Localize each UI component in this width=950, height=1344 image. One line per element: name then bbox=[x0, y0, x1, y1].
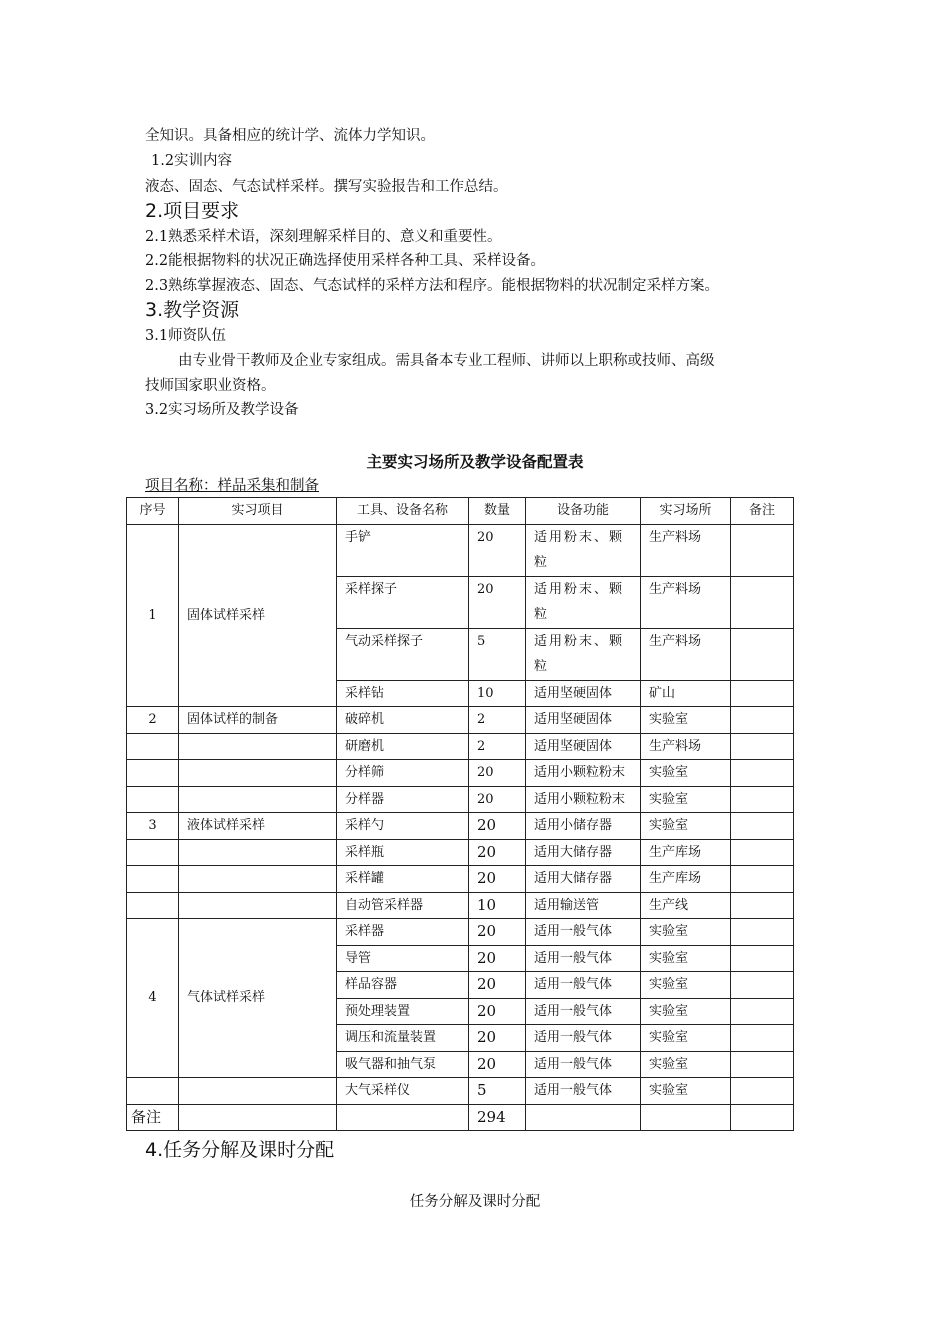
qty-cell: 20 bbox=[469, 1051, 526, 1078]
header-cell: 备注 bbox=[731, 498, 794, 525]
function-cell bbox=[526, 576, 641, 628]
table-row bbox=[127, 813, 794, 840]
section-4-caption: 任务分解及课时分配 bbox=[409, 1194, 541, 1210]
project-cell bbox=[179, 733, 337, 760]
header-cell: 工具、设备名称 bbox=[337, 498, 469, 525]
note-cell bbox=[731, 1025, 794, 1052]
qty-cell: 20 bbox=[469, 998, 526, 1025]
note-cell bbox=[731, 760, 794, 787]
project-cell bbox=[179, 1104, 337, 1131]
place-cell: 生产料场 bbox=[641, 628, 731, 680]
place-cell: 实验室 bbox=[641, 1078, 731, 1105]
function-cell: 适用一般气体 bbox=[526, 1025, 641, 1052]
row-number: 1 bbox=[127, 524, 179, 707]
function-line-1: 适用粉末、颗 bbox=[534, 581, 625, 597]
note-cell bbox=[731, 680, 794, 707]
qty-cell: 20 bbox=[469, 919, 526, 946]
note-cell bbox=[731, 1104, 794, 1131]
section-3-1-text: 由专业骨干教师及企业专家组成。需具备本专业工程师、讲师以上职称或技师、高级 bbox=[178, 353, 715, 369]
function-cell: 适用大储存器 bbox=[526, 839, 641, 866]
table-row bbox=[127, 786, 794, 813]
equipment-table bbox=[126, 497, 794, 1131]
project-cell: 液体试样采样 bbox=[179, 813, 337, 840]
qty-cell: 5 bbox=[469, 1078, 526, 1105]
tool-cell: 手铲 bbox=[337, 524, 469, 576]
place-cell: 矿山 bbox=[641, 680, 731, 707]
note-cell bbox=[731, 576, 794, 628]
function-cell: 适用坚硬固体 bbox=[526, 707, 641, 734]
project-cell bbox=[179, 786, 337, 813]
place-cell: 生产料场 bbox=[641, 576, 731, 628]
row-number bbox=[127, 733, 179, 760]
qty-cell: 20 bbox=[469, 813, 526, 840]
note-cell bbox=[731, 733, 794, 760]
tool-cell: 采样勺 bbox=[337, 813, 469, 840]
header-cell: 设备功能 bbox=[526, 498, 641, 525]
section-3-heading: 3.教学资源 bbox=[145, 299, 240, 321]
project-cell bbox=[179, 760, 337, 787]
row-number bbox=[127, 1078, 179, 1105]
section-2-item: 2.3熟练掌握液态、固态、气态试样的采样方法和程序。能根据物料的状况制定采样方案。 bbox=[145, 278, 720, 294]
table-row bbox=[127, 733, 794, 760]
project-cell bbox=[179, 839, 337, 866]
qty-cell: 20 bbox=[469, 839, 526, 866]
note-cell bbox=[731, 998, 794, 1025]
note-cell bbox=[731, 813, 794, 840]
place-cell: 实验室 bbox=[641, 1025, 731, 1052]
function-line-2: 粒 bbox=[534, 555, 548, 570]
place-cell: 实验室 bbox=[641, 707, 731, 734]
header-cell: 数量 bbox=[469, 498, 526, 525]
note-cell bbox=[731, 866, 794, 893]
function-cell: 适用坚硬固体 bbox=[526, 733, 641, 760]
header-cell: 实习项目 bbox=[179, 498, 337, 525]
function-cell bbox=[526, 524, 641, 576]
section-3-2-heading: 3.2实习场所及教学设备 bbox=[145, 402, 299, 418]
table-row bbox=[127, 1078, 794, 1105]
place-cell: 生产线 bbox=[641, 892, 731, 919]
row-number bbox=[127, 839, 179, 866]
qty-cell: 20 bbox=[469, 760, 526, 787]
project-cell bbox=[179, 892, 337, 919]
function-cell: 适用小储存器 bbox=[526, 813, 641, 840]
project-cell: 固体试样采样 bbox=[179, 524, 337, 707]
tool-cell bbox=[337, 1104, 469, 1131]
section-3-1-text-cont: 技师国家职业资格。 bbox=[145, 378, 276, 394]
function-line-2: 粒 bbox=[534, 607, 548, 622]
tool-cell: 采样罐 bbox=[337, 866, 469, 893]
place-cell: 实验室 bbox=[641, 813, 731, 840]
function-cell: 适用一般气体 bbox=[526, 1078, 641, 1105]
function-line-2: 粒 bbox=[534, 659, 548, 674]
place-cell: 实验室 bbox=[641, 945, 731, 972]
footer-total: 294 bbox=[469, 1104, 526, 1131]
note-cell bbox=[731, 945, 794, 972]
function-cell: 适用一般气体 bbox=[526, 919, 641, 946]
section-2-item: 2.1熟悉采样术语，深刻理解采样目的、意义和重要性。 bbox=[145, 229, 502, 245]
project-cell bbox=[179, 866, 337, 893]
note-cell bbox=[731, 707, 794, 734]
function-cell bbox=[526, 1104, 641, 1131]
function-cell: 适用小颗粒粉末 bbox=[526, 760, 641, 787]
place-cell: 生产料场 bbox=[641, 733, 731, 760]
place-cell: 实验室 bbox=[641, 919, 731, 946]
place-cell: 实验室 bbox=[641, 998, 731, 1025]
function-cell: 适用输送管 bbox=[526, 892, 641, 919]
qty-cell: 20 bbox=[469, 576, 526, 628]
place-cell: 实验室 bbox=[641, 1051, 731, 1078]
qty-cell: 20 bbox=[469, 972, 526, 999]
qty-cell: 20 bbox=[469, 945, 526, 972]
qty-cell: 2 bbox=[469, 707, 526, 734]
section-2-item: 2.2能根据物料的状况正确选择使用采样各种工具、采样设备。 bbox=[145, 253, 546, 269]
qty-cell: 5 bbox=[469, 628, 526, 680]
table-footer-row bbox=[127, 1104, 794, 1131]
tool-cell: 采样钻 bbox=[337, 680, 469, 707]
qty-cell: 2 bbox=[469, 733, 526, 760]
function-cell: 适用一般气体 bbox=[526, 972, 641, 999]
function-line-1: 适用粉末、颗 bbox=[534, 529, 625, 545]
tool-cell: 大气采样仪 bbox=[337, 1078, 469, 1105]
section-3-1-heading: 3.1师资队伍 bbox=[145, 328, 227, 344]
function-line-1: 适用粉末、颗 bbox=[534, 633, 625, 649]
tool-cell: 分样筛 bbox=[337, 760, 469, 787]
function-cell: 适用一般气体 bbox=[526, 998, 641, 1025]
note-cell bbox=[731, 524, 794, 576]
table-row bbox=[127, 760, 794, 787]
place-cell: 生产库场 bbox=[641, 839, 731, 866]
table-title: 主要实习场所及教学设备配置表 bbox=[366, 453, 584, 471]
tool-cell: 采样瓶 bbox=[337, 839, 469, 866]
row-number bbox=[127, 892, 179, 919]
qty-cell: 20 bbox=[469, 786, 526, 813]
project-cell: 气体试样采样 bbox=[179, 919, 337, 1078]
function-cell: 适用大储存器 bbox=[526, 866, 641, 893]
qty-cell: 10 bbox=[469, 680, 526, 707]
note-cell bbox=[731, 839, 794, 866]
row-number: 4 bbox=[127, 919, 179, 1078]
table-header-row bbox=[127, 498, 794, 525]
intro-tail-text: 全知识。具备相应的统计学、流体力学知识。 bbox=[145, 128, 435, 144]
section-4-heading: 4.任务分解及课时分配 bbox=[145, 1139, 335, 1161]
function-cell: 适用小颗粒粉末 bbox=[526, 786, 641, 813]
tool-cell: 研磨机 bbox=[337, 733, 469, 760]
row-number: 3 bbox=[127, 813, 179, 840]
table-row bbox=[127, 524, 794, 576]
note-cell bbox=[731, 1051, 794, 1078]
place-cell: 实验室 bbox=[641, 786, 731, 813]
note-cell bbox=[731, 628, 794, 680]
qty-cell: 20 bbox=[469, 866, 526, 893]
tool-cell: 预处理装置 bbox=[337, 998, 469, 1025]
function-cell bbox=[526, 628, 641, 680]
project-name: 项目名称：样品采集和制备 bbox=[145, 478, 319, 494]
place-cell: 生产库场 bbox=[641, 866, 731, 893]
function-cell: 适用一般气体 bbox=[526, 1051, 641, 1078]
tool-cell: 吸气器和抽气泵 bbox=[337, 1051, 469, 1078]
place-cell bbox=[641, 1104, 731, 1131]
tool-cell: 样品容器 bbox=[337, 972, 469, 999]
footer-label: 备注 bbox=[127, 1104, 179, 1131]
section-2-heading: 2.项目要求 bbox=[145, 200, 240, 222]
row-number: 2 bbox=[127, 707, 179, 734]
project-cell: 固体试样的制备 bbox=[179, 707, 337, 734]
section-1-2-text: 液态、固态、气态试样采样。撰写实验报告和工作总结。 bbox=[145, 179, 508, 195]
tool-cell: 采样器 bbox=[337, 919, 469, 946]
qty-cell: 20 bbox=[469, 524, 526, 576]
row-number bbox=[127, 786, 179, 813]
table-row bbox=[127, 866, 794, 893]
row-number bbox=[127, 760, 179, 787]
header-cell: 序号 bbox=[127, 498, 179, 525]
tool-cell: 气动采样探子 bbox=[337, 628, 469, 680]
table-row bbox=[127, 707, 794, 734]
note-cell bbox=[731, 972, 794, 999]
tool-cell: 调压和流量装置 bbox=[337, 1025, 469, 1052]
header-cell: 实习场所 bbox=[641, 498, 731, 525]
qty-cell: 10 bbox=[469, 892, 526, 919]
tool-cell: 自动管采样器 bbox=[337, 892, 469, 919]
qty-cell: 20 bbox=[469, 1025, 526, 1052]
table-row bbox=[127, 892, 794, 919]
tool-cell: 导管 bbox=[337, 945, 469, 972]
place-cell: 生产料场 bbox=[641, 524, 731, 576]
table-row bbox=[127, 919, 794, 946]
note-cell bbox=[731, 892, 794, 919]
function-cell: 适用坚硬固体 bbox=[526, 680, 641, 707]
place-cell: 实验室 bbox=[641, 760, 731, 787]
function-cell: 适用一般气体 bbox=[526, 945, 641, 972]
section-1-2-heading: 1.2实训内容 bbox=[151, 153, 233, 169]
tool-cell: 采样探子 bbox=[337, 576, 469, 628]
note-cell bbox=[731, 919, 794, 946]
place-cell: 实验室 bbox=[641, 972, 731, 999]
table-row bbox=[127, 839, 794, 866]
project-cell bbox=[179, 1078, 337, 1105]
note-cell bbox=[731, 786, 794, 813]
tool-cell: 分样器 bbox=[337, 786, 469, 813]
row-number bbox=[127, 866, 179, 893]
tool-cell: 破碎机 bbox=[337, 707, 469, 734]
note-cell bbox=[731, 1078, 794, 1105]
